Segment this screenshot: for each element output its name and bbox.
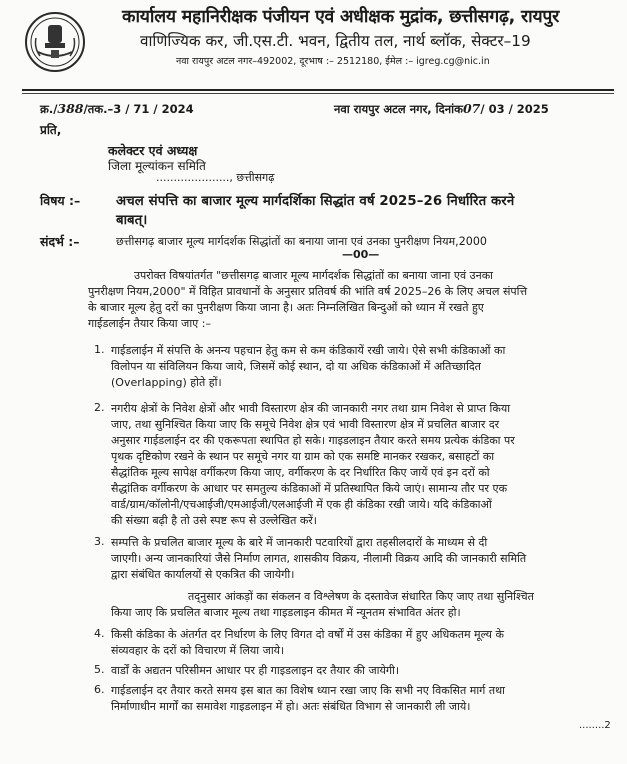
recipient-designation: कलेक्टर एवं अध्यक्ष <box>108 143 198 158</box>
point-line: विलोपन या संविलियन किया जाये, जिसमें कोई स्थान, दो या अधिक कंडिकाओं में अतिच्छादित <box>111 360 481 373</box>
point-line: द्वारा संबंधित कार्यालयों से एकत्रित की जायेगी। <box>111 568 295 581</box>
point-line: गाईडलाईन दर तैयार करते समय इस बात का विशेष ध्यान रखा जाए कि सभी नए विकसित मार्ग तथा <box>111 684 506 697</box>
letter-number-handwritten: 388 <box>57 101 84 116</box>
point-line: जाएगी। अन्य जानकारियां जैसे निर्माण लागत, शासकीय विक्रय, नीलामी विक्रय आदि की जानकारी समिति <box>111 552 527 565</box>
point-line: निर्माणाधीन मार्गों का समावेश गाइडलाइन में हो। अतः संबंधित विभाग से जानकारी ली जाये। <box>111 700 471 713</box>
point-line: किसी कंडिका के अंतर्गत दर निर्धारण के लिए विगत दो वर्षों में उस कंडिका में हुए अधिकतम मूल्य के <box>111 628 504 641</box>
point-line: जाए, तथा सुनिश्चित किया जाए कि समूचे निवेश क्षेत्र एवं भावी विस्तारण क्षेत्र में प्रचलित बाजार दर <box>111 418 500 431</box>
letter-number: क्र./388/तक.–3 / 71 / 2024 <box>40 101 194 116</box>
point-line: अनुसार गाईडलाईन दर की एकरूपता स्थापित हो सके। गाइडलाइन तैयार करते समय प्रत्येक कंडिका पर <box>111 434 515 447</box>
intro-line: गाईडलाईन तैयार किया जाए :– <box>88 317 211 330</box>
office-address: वाणिज्यिक कर, जी.एस.टी. भवन, द्वितीय तल, नार्थ ब्लॉक, सेक्टर–19 <box>140 32 531 50</box>
point-line: गाईडलाईन में संपत्ति के अनन्य पहचान हेतु कम से कम कंडिकायें रखी जाये। ऐसे सभी कंडिकाओं का <box>111 344 506 357</box>
point-number: 6. <box>94 683 105 696</box>
point-number: 2. <box>94 401 105 414</box>
place-date: नवा रायपुर अटल नगर, दिनांक07/ 03 / 2025 <box>334 101 549 116</box>
state-emblem-icon <box>24 10 86 74</box>
point-line: नगरीय क्षेत्रों के निवेश क्षेत्रों और भावी विस्तारण क्षेत्र की जानकारी नगर तथा ग्राम निवेश से प्राप्त किया <box>111 402 511 415</box>
point-line: संव्यवहार के दरों को विचारण में लिया जाये। <box>111 644 285 657</box>
point-line: (Overlapping) होते हों। <box>111 376 222 389</box>
subject-line-1: अचल संपत्ति का बाजार मूल्य मार्गदर्शिका सिद्धांत वर्ष 2025–26 निर्धारित करने <box>116 194 515 209</box>
mid-paragraph-line: तद्नुसार आंकड़ों का संकलन व विश्लेषण के दस्तावेज संधारित किए जाए तथा सुनिश्चित <box>188 590 534 603</box>
point-line: की संख्या बढ़ी है तो उसे स्पष्ट रूप से उल्लेखित करें। <box>111 514 317 527</box>
reference-label: संदर्भ :– <box>40 234 80 249</box>
section-separator: —00— <box>342 248 380 261</box>
letterhead-divider-thin <box>22 93 614 94</box>
point-line: वार्ड/ग्राम/कॉलोनी/एचआईजी/एमआईजी/एलआईजी में एक ही कंडिका रखी जाये। यदि कंडिकाओं <box>111 498 492 511</box>
intro-line: उपरोक्त विषयांतर्गत "छत्तीसगढ़ बाजार मूल्य मार्गदर्शक सिद्धांतों का बनाया जाना एवं उनका <box>134 269 493 282</box>
intro-line: के बाजार मूल्य हेतु दरों का पुनरीक्षण किया जाना है। अतः निम्नलिखित बिन्दुओं को ध्यान में रखते हुए <box>88 301 484 314</box>
next-page-marker: ........2 <box>579 720 611 731</box>
subject-line-2: बाबत्। <box>116 213 148 228</box>
reference-text: छत्तीसगढ़ बाजार मूल्य मार्गदर्शक सिद्धांतों का बनाया जाना एवं उनका पुनरीक्षण नियम,2000 <box>116 235 487 248</box>
prati-label: प्रति, <box>40 123 62 137</box>
point-line: वार्डों के अद्यतन परिसीमन आधार पर ही गाइडलाइन दर तैयार की जायेगी। <box>111 664 400 677</box>
subject-label: विषय :– <box>40 193 81 208</box>
intro-line: पुनरीक्षण नियम,2000" में विहित प्रावधानों के अनुसार प्रतिवर्ष की भांति वर्ष 2025–26 के लिए अचल संपत्ति <box>88 285 528 298</box>
point-line: सैद्धांतिक मूल्य सापेक्ष वर्गीकरण किया जाए, वर्गीकरण के दर निर्धारित किए जायें एवं इन दरों को <box>111 466 490 479</box>
point-number: 3. <box>94 535 105 548</box>
point-number: 4. <box>94 627 105 640</box>
office-contact: नवा रायपुर अटल नगर–492002, दूरभाष :– 2512180, ईमेल :– igreg.cg@nic.in <box>176 56 490 67</box>
mid-paragraph-line: किया जाए कि प्रचलित बाजार मूल्य तथा गाइडलाइन कीमत में न्यूनतम संभावित अंतर हो। <box>111 606 461 619</box>
office-title: कार्यालय महानिरीक्षक पंजीयन एवं अधीक्षक मुद्रांक, छत्तीसगढ़, रायपुर <box>122 7 560 27</box>
letterhead-divider <box>22 89 614 91</box>
point-line: सैद्धांतिक वर्गीकरण के आधार पर समतुल्य कंडिकाओं में प्रतिस्थापित किये जाएं। सामान्य तौर पर एक <box>111 482 508 495</box>
point-number: 5. <box>94 663 105 676</box>
point-line: सम्पत्ति के प्रचलित बाजार मूल्य के बारे में जानकारी पटवारियों द्वारा तहसीलदारों के माध्यम से दी <box>111 536 488 549</box>
recipient-district: ....................., छत्तीसगढ़ <box>156 171 275 184</box>
recipient-committee: जिला मूल्यांकन समिति <box>108 159 206 173</box>
date-handwritten: 07 <box>462 101 481 116</box>
point-number: 1. <box>94 343 105 356</box>
point-line: पृथक दृष्टिकोण रखने के स्थान पर समूचे नगर या ग्राम को एक समष्टि मानकर रखकर, बसाहटों का <box>111 450 495 463</box>
